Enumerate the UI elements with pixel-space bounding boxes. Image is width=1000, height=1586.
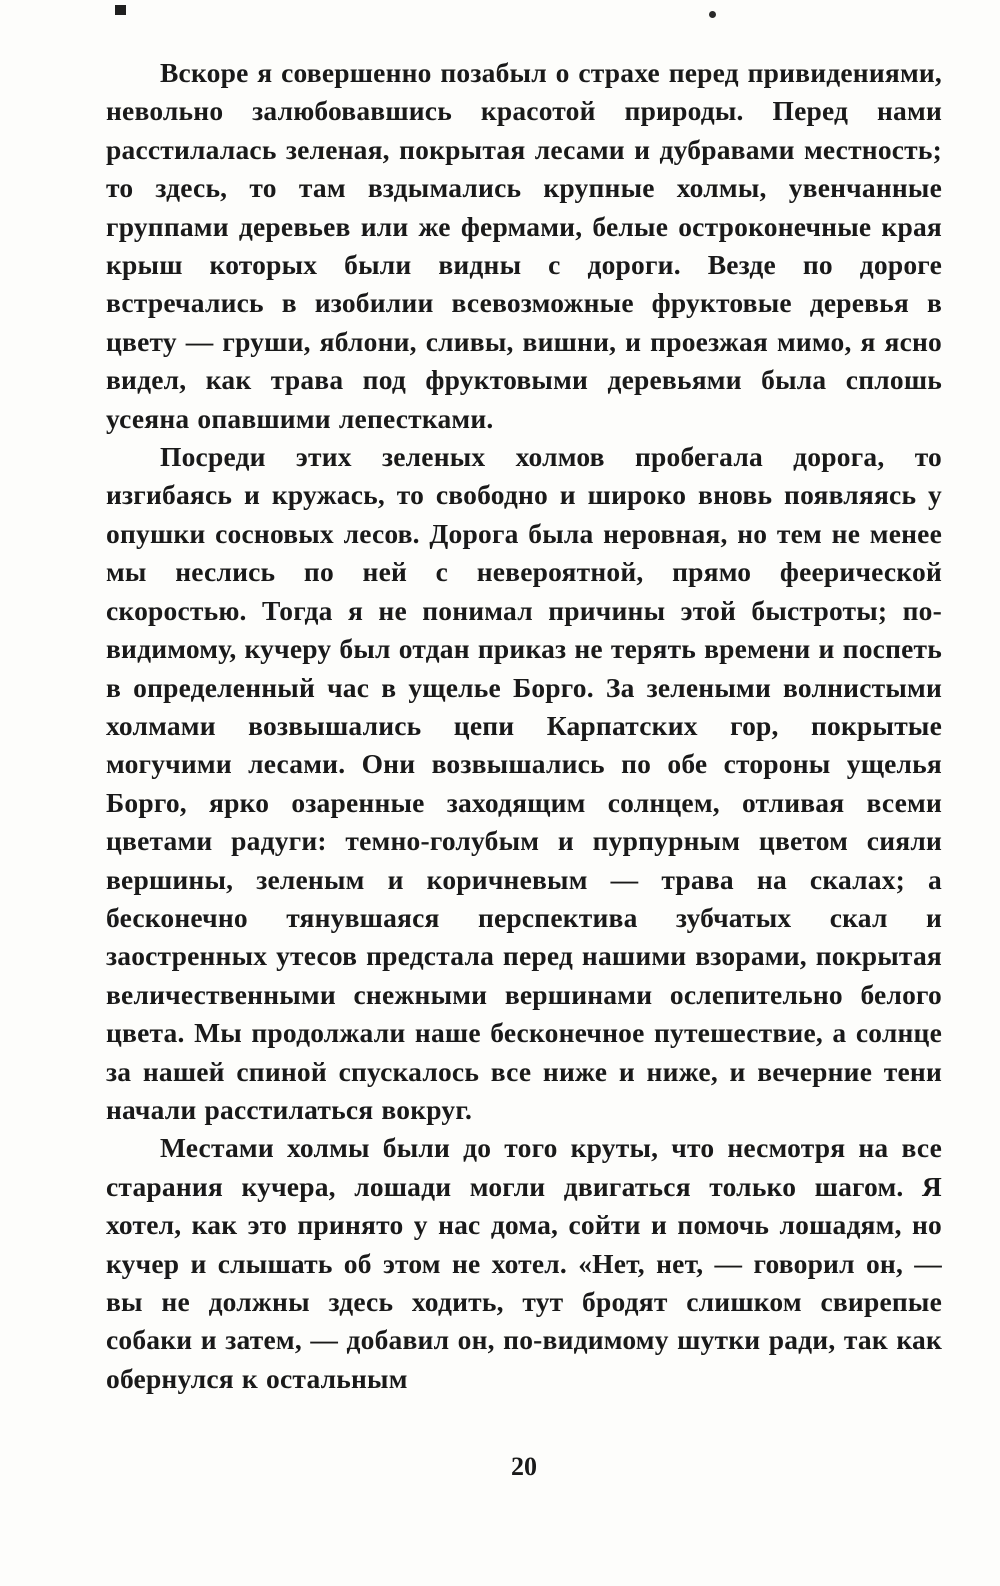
paragraph-2: Посреди этих зеленых холмов пробегала дорога, то изгибаясь и кружась, то свободно и широко вновь появляясь у опушки сосновых лесов. Дорога была неровная, но тем не менее мы неслись по ней с невероятной, прямо феерической скоростью. Тогда я не понимал причины этой быстроты; по-видимому, кучеру был отдан приказ не терять времени и поспеть в определенный час в ущелье Борго. За зелеными волнистыми холмами возвышались цепи Карпатских гор, покрытые могучими лесами. Они возвышались по обе стороны ущелья Борго, ярко озаренные заходящим солнцем, отливая всеми цветами радуги: темно-голубым и пурпурным цветом сияли вершины, зеленым и коричневым — трава на скалах; а бесконечно тянувшаяся перспектива зубчатых скал и заостренных утесов предстала перед нашими взорами, покрытая величественными снежными вершинами ослепительно белого цвета. Мы продолжали наше бесконечное путешествие, а солнце за нашей спиной спускалось все ниже и ниже, и вечерние тени начали расстилаться вокруг. — [106, 441, 942, 1125]
page-text-block — [106, 54, 942, 1398]
page-number: 20 — [511, 1452, 537, 1481]
scan-artifact-dot — [709, 11, 716, 18]
scan-artifact-square — [115, 5, 126, 15]
paragraph-1: Вскоре я совершенно позабыл о страхе перед привидениями, невольно залюбовавшись красотой природы. Перед нами расстилалась зеленая, покрытая лесами и дубравами местность; то здесь, то там вздымались крупные холмы, увенчанные группами деревьев или же фермами, белые остроконечные края крыш которых были видны с дороги. Везде по дороге встречались в изобилии всевозможные фруктовые деревья в цвету — груши, яблони, сливы, вишни, и проезжая мимо, я ясно видел, как трава под фруктовыми деревьями была сплошь усеяна опавшими лепестками. — [106, 57, 942, 434]
paragraph-3: Местами холмы были до того круты, что несмотря на все старания кучера, лошади могли двигаться только шагом. Я хотел, как это принято у нас дома, сойти и помочь лошадям, но кучер и слышать об этом не хотел. «Нет, нет, — говорил он, — вы не должны здесь ходить, тут бродят слишком свирепые собаки и затем, — добавил он, по-видимому шутки ради, так как обернулся к остальным — [106, 1132, 942, 1394]
